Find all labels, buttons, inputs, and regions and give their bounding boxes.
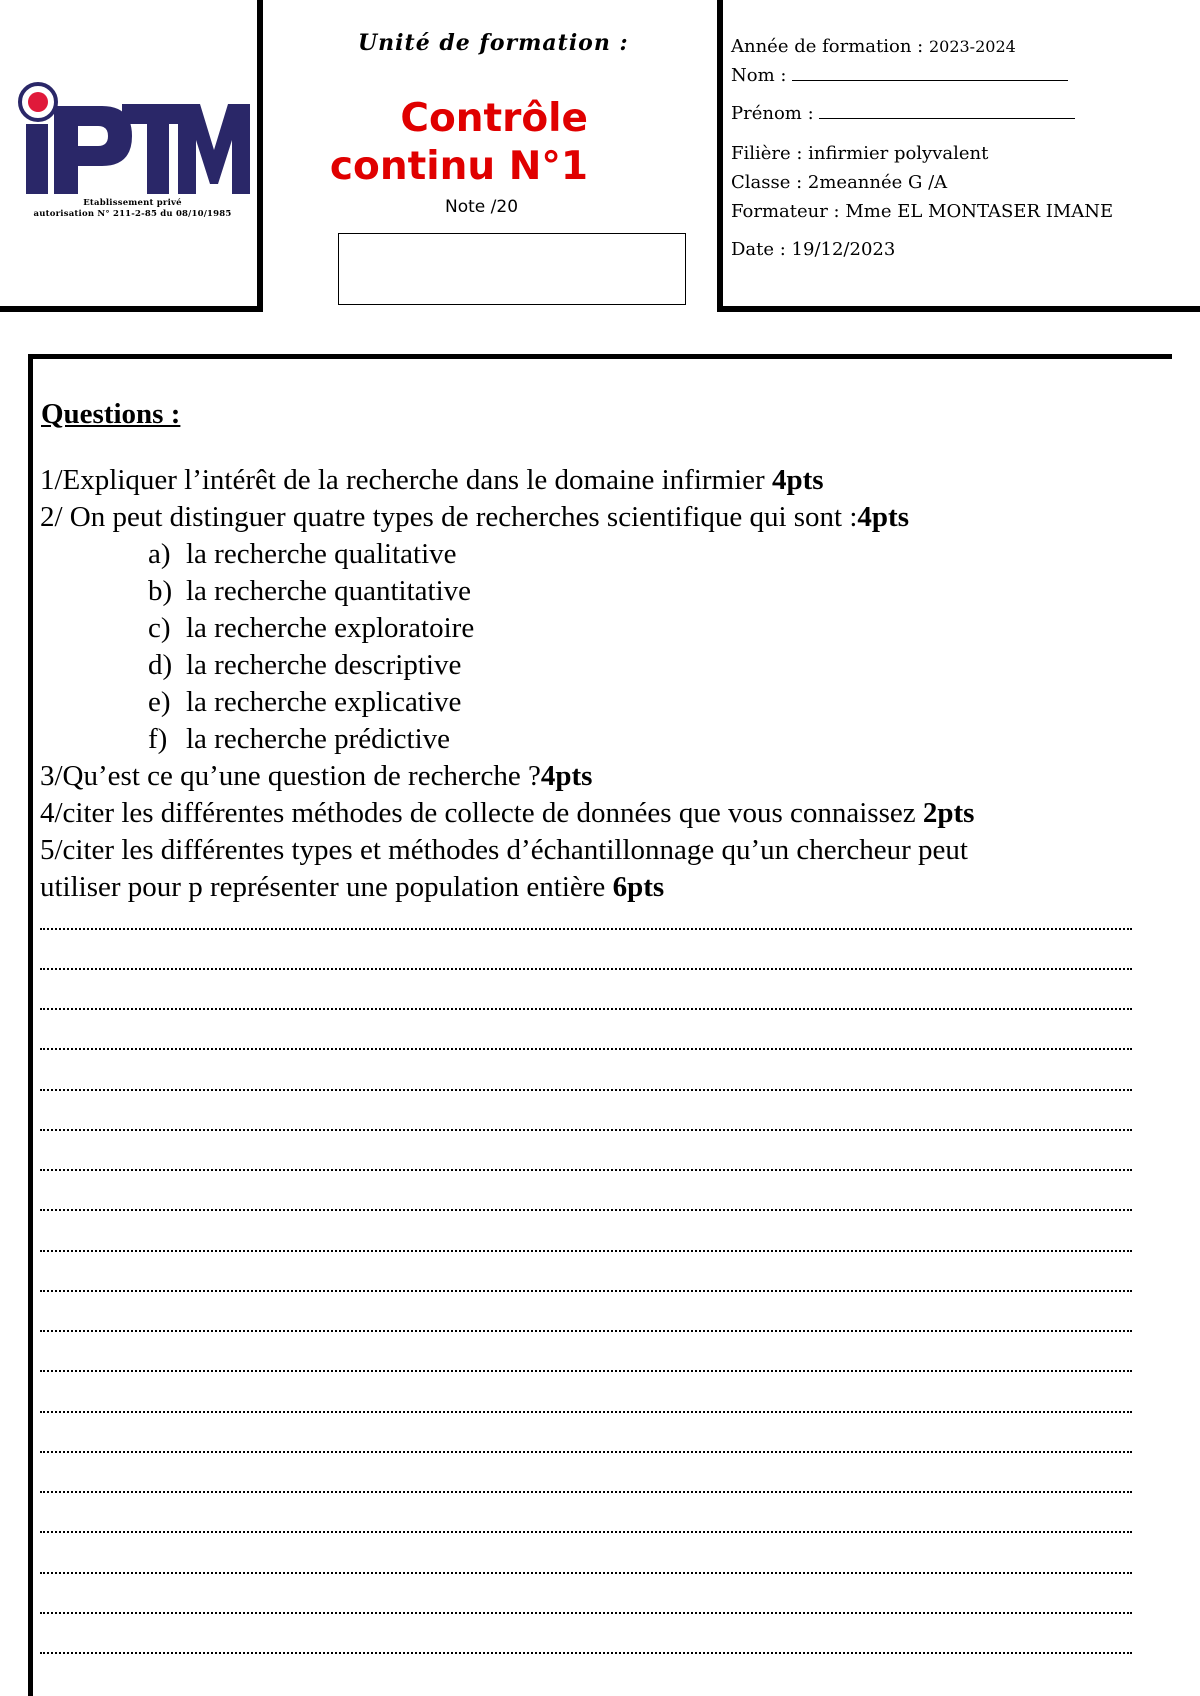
question-2-points: 4pts [857, 501, 909, 533]
answer-line[interactable] [40, 1531, 1132, 1533]
question-1 [40, 462, 824, 499]
question-4 [40, 795, 974, 832]
iptm-logo [10, 80, 250, 198]
list-item [148, 721, 450, 758]
date: Date : 19/12/2023 [731, 239, 896, 260]
classe: Classe : 2meannée G /A [731, 172, 948, 193]
logo-caption-line-2: autorisation N° 211-2-85 du 08/10/1985 [33, 209, 232, 219]
answer-line[interactable] [40, 1089, 1132, 1091]
answer-line[interactable] [40, 1250, 1132, 1252]
sheet-top-border [28, 354, 1172, 359]
answer-line[interactable] [40, 1411, 1132, 1413]
list-item-letter: b) [148, 575, 173, 607]
list-item-text: la recherche exploratoire [186, 612, 475, 644]
logo-caption [20, 198, 245, 220]
answer-line[interactable] [40, 1330, 1132, 1332]
list-item-text: la recherche descriptive [186, 649, 462, 681]
question-4-text: 4/citer les différentes méthodes de collecte de données que vous connaissez [40, 797, 923, 829]
logo-caption-line-1: Etablissement privé [83, 198, 182, 208]
question-5-line-1: 5/citer les différentes types et méthodes d’échantillonnage qu’un chercheur peut [40, 834, 968, 866]
answer-line[interactable] [40, 1209, 1132, 1211]
formateur: Formateur : Mme EL MONTASER IMANE [731, 201, 1114, 222]
answer-line[interactable] [40, 1370, 1132, 1372]
answer-line[interactable] [40, 968, 1132, 970]
answer-line[interactable] [40, 1572, 1132, 1574]
list-item-letter: d) [148, 649, 173, 681]
list-item-letter: e) [148, 686, 171, 718]
questions-heading: Questions : [41, 398, 181, 430]
question-5-text: utiliser pour p représenter une population entière [40, 871, 613, 903]
answer-line[interactable] [40, 1008, 1132, 1010]
answer-line[interactable] [40, 1129, 1132, 1131]
prenom-row [731, 103, 1075, 124]
answer-line[interactable] [40, 1612, 1132, 1614]
exam-title-line-1: Contrôle [400, 96, 588, 141]
list-item [148, 684, 461, 721]
list-item [148, 573, 471, 610]
prenom-label: Prénom : [731, 103, 814, 124]
answer-line[interactable] [40, 1290, 1132, 1292]
prenom-field[interactable] [819, 118, 1075, 119]
annee-label: Année de formation : [731, 36, 924, 57]
list-item [148, 610, 474, 647]
question-2-text: 2/ On peut distinguer quatre types de recherches scientifique qui sont : [40, 501, 858, 533]
answer-line[interactable] [40, 1048, 1132, 1050]
list-item-letter: a) [148, 538, 171, 570]
list-item-letter: c) [148, 612, 171, 644]
question-5-points: 6pts [612, 871, 665, 903]
list-item-text: la recherche prédictive [186, 723, 451, 755]
question-4-points: 2pts [922, 797, 975, 829]
exam-title-line-2: continu N°1 [329, 144, 588, 189]
unit-label: Unité de formation : [358, 30, 629, 56]
question-1-text: 1/Expliquer l’intérêt de la recherche dans le domaine infirmier [40, 464, 772, 496]
grade-box[interactable] [338, 233, 686, 305]
nom-label: Nom : [731, 65, 787, 86]
exam-title [268, 95, 588, 191]
list-item-text: la recherche explicative [186, 686, 462, 718]
sheet-left-border [28, 354, 33, 1696]
list-item-letter: f) [148, 723, 168, 755]
filiere: Filière : infirmier polyvalent [731, 143, 989, 164]
list-item [148, 536, 457, 573]
nom-field[interactable] [792, 80, 1068, 81]
question-3-text: 3/Qu’est ce qu’une question de recherche ? [40, 760, 541, 792]
annee-value: 2023-2024 [928, 37, 1016, 56]
answer-line[interactable] [40, 1652, 1132, 1654]
question-3-points: 4pts [540, 760, 593, 792]
question-1-points: 4pts [771, 464, 824, 496]
answer-line[interactable] [40, 1451, 1132, 1453]
question-3 [40, 758, 592, 795]
list-item-text: la recherche quantitative [186, 575, 472, 607]
annee-row [731, 36, 1016, 57]
note-label: Note /20 [445, 197, 519, 217]
list-item-text: la recherche qualitative [186, 538, 457, 570]
question-5-line-2 [40, 869, 664, 906]
answer-line[interactable] [40, 1491, 1132, 1493]
nom-row [731, 65, 1068, 86]
list-item [148, 647, 461, 684]
answer-line[interactable] [40, 1169, 1132, 1171]
question-2 [40, 499, 909, 536]
answer-line[interactable] [40, 928, 1132, 930]
